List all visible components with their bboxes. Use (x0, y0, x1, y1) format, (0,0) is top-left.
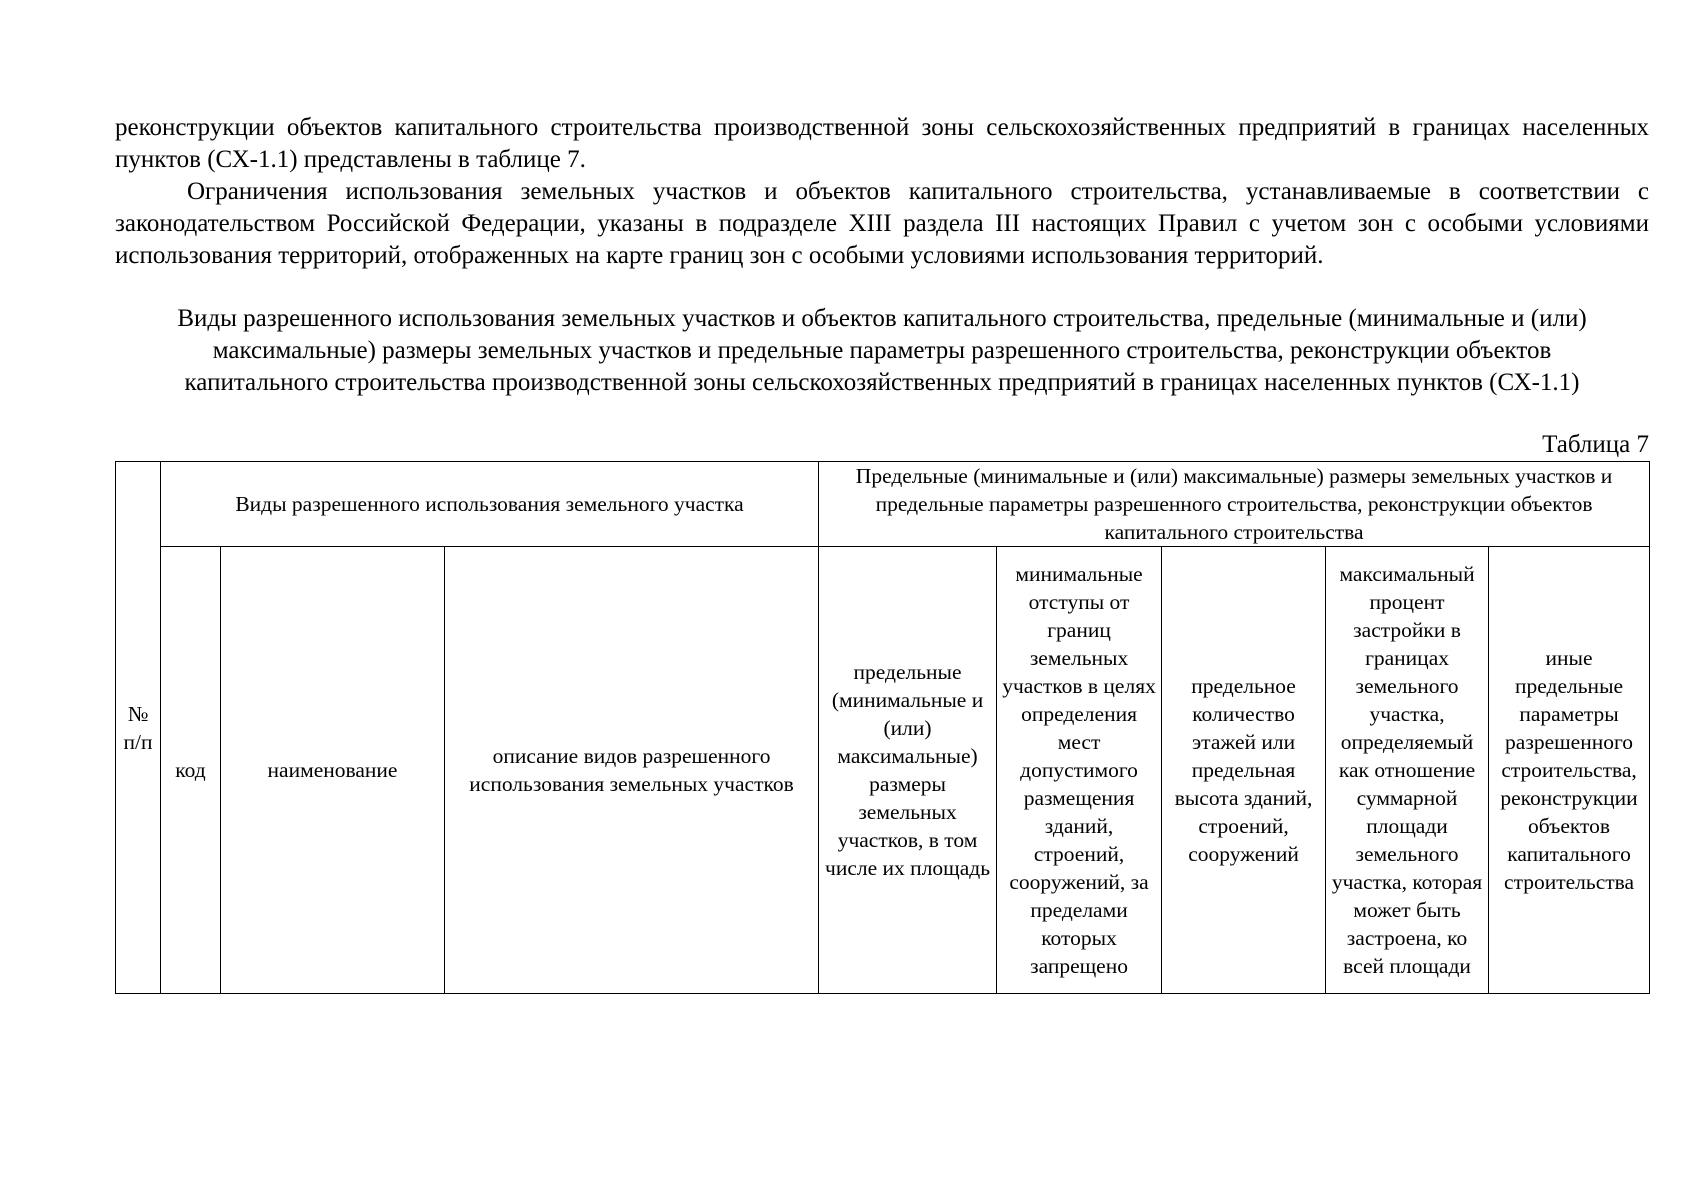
table-number-label: Таблица 7 (1542, 431, 1649, 458)
header-setbacks: минимальные отступы от границ земельных участков в целях определения мест допустимого размещения зданий, строений, сооружений, за пределами которых запрещено (997, 547, 1162, 994)
header-number: № п/п (116, 462, 161, 994)
regulations-table (115, 461, 1650, 994)
table-header-row-columns (116, 547, 1650, 994)
header-coverage-percent: максимальный процент застройки в границах земельного участка, определяемый как отношение суммарной площади земельного участка, которая может быть застроена, ко всей площади (1326, 547, 1489, 994)
header-description: описание видов разрешенного использования земельных участков (445, 547, 819, 994)
header-group-limits: Предельные (минимальные и (или) максимальные) размеры земельных участков и предельные параметры разрешенного строительства, реконструкции объектов капитального строительства (819, 462, 1650, 547)
intro-paragraph-continuation: реконструкции объектов капитального строительства производственной зоны сельскохозяйственных предприятий в границах населенных пунктов (СХ-1.1) представлены в таблице 7. (115, 114, 1649, 173)
table-header-row-groups (116, 462, 1650, 547)
header-plot-sizes: предельные (минимальные и (или) максимальные) размеры земельных участков, в том числе их площадь (819, 547, 997, 994)
document-page (115, 112, 1649, 994)
intro-paragraph-restrictions: Ограничения использования земельных участков и объектов капитального строительства, устанавливаемые в соответствии с законодательством Российской Федерации, указаны в подразделе XIII раздела III настоящих Правил с учетом зон с особыми условиями использования территорий, отображенных на карте границ зон с особыми условиями использования территорий. (115, 178, 1649, 269)
header-floors-height: предельное количество этажей или предельная высота зданий, строений, сооружений (1162, 547, 1326, 994)
header-group-permitted-uses: Виды разрешенного использования земельного участка (161, 462, 819, 547)
header-code: код (161, 547, 221, 994)
header-other-parameters: иные предельные параметры разрешенного строительства, реконструкции объектов капитального строительства (1489, 547, 1650, 994)
table-caption: Виды разрешенного использования земельных участков и объектов капитального строительства, предельные (минимальные и (или) максимальные) размеры земельных участков и предельные параметры разрешенного строительства, реконструкции объектов капитального строительства производственной зоны сельскохозяйственных предприятий в границах населенных пунктов (СХ-1.1) (177, 305, 1587, 396)
header-name: наименование (221, 547, 445, 994)
